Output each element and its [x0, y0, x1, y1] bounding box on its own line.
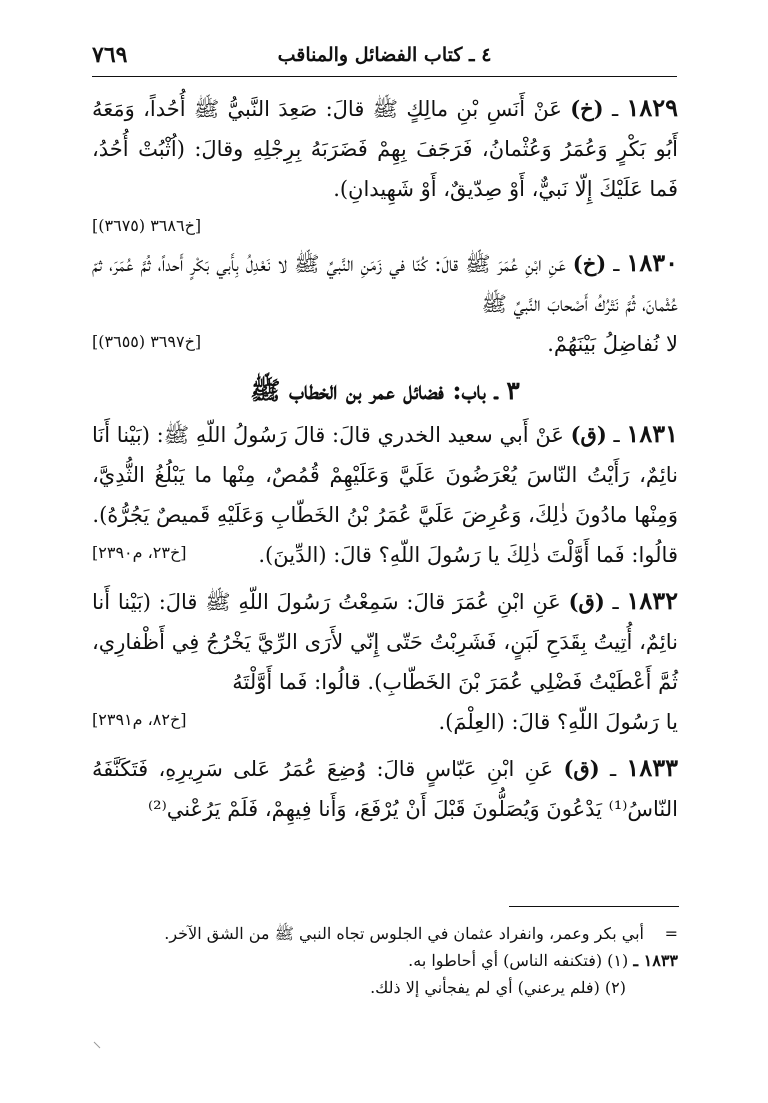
hadith-last-line: يا رَسُولَ اللّهِ؟ قالَ: (العِلْمَ). [خ٨٢، م٢٣٩١]: [92, 702, 678, 742]
hadith-reference: [خ٣٦٨٦ (٣٦٧٥)]: [92, 216, 202, 235]
hadith-tag: (ق): [568, 589, 605, 614]
hadith-text: عَنِ ابْنِ عَبّاسٍ قالَ: وُضِعَ عُمَرُ عَلى سَرِيرِهِ، فَتَكَنَّفَهُ النّاسُ⁽¹⁾ يَدْعُونَ وَيُصَلُّونَ قَبْلَ أَنْ يُرْفَعَ، وَأَنا فِيهِمْ، فَلَمْ يَرُعْني⁽²⁾: [92, 757, 678, 821]
hadith-1831: ١٨٣١ ـ (ق) عَنْ أَبي سعيد الخدري قالَ: قالَ رَسُولُ اللّهِ ﷺ: (بَيْنا أَنَا نائِمٌ، رَأَيْتُ النّاسَ يُعْرَضُونَ عَلَيَّ وَعَلَيْهِمْ قُمُصٌ، مِنْها ما يَبْلُغُ الثُّدِيَّ، وَمِنْها مادُونَ ذٰلِكَ، وَعُرِضَ عَلَيَّ عُمَرُ بْنُ الخَطّابِ وَعَلَيْهِ قَميصٌ يَجُرُّهُ).: [92, 419, 678, 527]
hadith-reference: [خ٢٣، م٢٣٩٠]: [92, 543, 187, 562]
footnote-continuation: = أبي بكر وعمر، وانفراد عثمان في الجلوس تجاه النبي ﷺ من الشق الآخر.: [164, 924, 678, 943]
hadith-reference: [خ٨٢، م٢٣٩١]: [92, 710, 187, 729]
hadith-text: عَنْ أَبي سعيد الخدري قالَ: قالَ رَسُولُ اللّهِ ﷺ: (بَيْنا أَنَا نائِمٌ، رَأَيْتُ النّاسَ يُعْرَضُونَ عَلَيَّ وَعَلَيْهِمْ قُمُصٌ، مِنْها ما يَبْلُغُ الثُّدِيَّ، وَمِنْها مادُونَ ذٰلِكَ، وَعُرِضَ عَلَيَّ عُمَرُ بْنُ الخَطّابِ وَعَلَيْهِ قَميصٌ يَجُرُّهُ).: [92, 423, 678, 527]
hadith-number: ١٨٣٣: [626, 753, 678, 782]
footnote-1: ١٨٣٣ ـ (١) (فتكنفه الناس) أي أحاطوا به.: [408, 951, 678, 970]
page-number: ٧٦٩: [92, 42, 128, 68]
hadith-text: عَنْ أَنَسِ بْنِ مالِكٍ ﷺ قالَ: صَعِدَ النَّبيُّ ﷺ أُحُداً، وَمَعَهُ أَبُو بَكْرٍ وَعُمَرُ وَعُثْمانُ، فَرَجَفَ بِهِمْ فَضَرَبَهُ بِرِجْلِهِ وقالَ: (اُثْبُتْ أُحُدُ، فَما عَلَيْكَ إِلّا نَبيٌّ، أَوْ صِدّيقٌ، أَوْ شَهِيدانِ).: [92, 97, 678, 201]
hadith-text: عَنِ ابْنِ عُمَرَ قالَ: سَمِعْتُ رَسُولَ اللّهِ ﷺ قالَ: (بَيْنا أَنا نائِمٌ، أُتِيتُ بِقَدَحِ لَبَنٍ، فَشَرِبْتُ حَتّى إِنّي لأَرَى الرِّيَّ يَخْرُجُ فِي أَظْفارِي، ثُمَّ أَعْطَيْتُ فَضْلِي عُمَرَ بْنَ الخَطّابِ). قالُوا: فَما أَوَّلْتَهُ: [92, 590, 678, 694]
hadith-number: ١٨٣١: [626, 419, 678, 448]
hadith-1833: ١٨٣٣ ـ (ق) عَنِ ابْنِ عَبّاسٍ قالَ: وُضِعَ عُمَرُ عَلى سَرِيرِهِ، فَتَكَنَّفَهُ النّاسُ⁽¹⁾ يَدْعُونَ وَيُصَلُّونَ قَبْلَ أَنْ يُرْفَعَ، وَأَنا فِيهِمْ، فَلَمْ يَرُعْني⁽²⁾: [92, 753, 678, 821]
footnote-divider: [509, 906, 679, 907]
hadith-last-line: قالُوا: فَما أَوَّلْتَ ذٰلِكَ يا رَسُولَ اللّهِ؟ قالَ: (الدِّينَ). [خ٢٣، م٢٣٩٠]: [92, 535, 678, 575]
hadith-tag: (ق): [563, 756, 600, 781]
hadith-tag: (خ): [572, 251, 607, 276]
hadith-1830: ١٨٣٠ ـ (خ) عَنِ ابْنِ عُمَرَ ﷺ قالَ: كُنّا في زَمَنِ النَّبيِّ ﷺ لا نَعْدِلُ بِأَبي بَكْرٍ أَحداً، ثُمَّ عُمَرَ، ثمّ عُثْمانَ، ثُمَّ نَتْرُكُ أَصْحابَ النَّبيِّ ﷺ: [92, 248, 678, 316]
hadith-tag: (خ): [570, 96, 604, 121]
hadith-reference: [خ٣٦٩٧ (٣٦٥٥)]: [92, 332, 202, 351]
scan-mark-icon: [92, 1040, 102, 1050]
hadith-1832: ١٨٣٢ ـ (ق) عَنِ ابْنِ عُمَرَ قالَ: سَمِعْتُ رَسُولَ اللّهِ ﷺ قالَ: (بَيْنا أَنا نائِمٌ، أُتِيتُ بِقَدَحِ لَبَنٍ، فَشَرِبْتُ حَتّى إِنّي لأَرَى الرِّيَّ يَخْرُجُ فِي أَظْفارِي، ثُمَّ أَعْطَيْتُ فَضْلِي عُمَرَ بْنَ الخَطّابِ). قالُوا: فَما أَوَّلْتَهُ: [92, 586, 679, 694]
hadith-1829: ١٨٢٩ ـ (خ) عَنْ أَنَسِ بْنِ مالِكٍ ﷺ قالَ: صَعِدَ النَّبيُّ ﷺ أُحُداً، وَمَعَهُ أَبُو بَكْرٍ وَعُمَرُ وَعُثْمانُ، فَرَجَفَ بِهِمْ فَضَرَبَهُ بِرِجْلِهِ وقالَ: (اُثْبُتْ أُحُدُ، فَما عَلَيْكَ إِلّا نَبيٌّ، أَوْ صِدّيقٌ، أَوْ شَهِيدانِ).: [92, 93, 678, 201]
page-header: [92, 40, 677, 77]
hadith-number: ١٨٣٢: [626, 586, 679, 615]
running-title: ٤ ـ كتاب الفضائل والمناقب: [277, 44, 492, 66]
chapter-heading: ٣ ـ باب: فضائل عمر بن الخطاب ﷺ: [250, 376, 520, 405]
hadith-number: ١٨٢٩: [626, 93, 678, 122]
hadith-last-line: لا نُفاضِلُ بَيْنَهُمْ. [خ٣٦٩٧ (٣٦٥٥)]: [92, 324, 678, 364]
main-text: [92, 88, 678, 829]
footnote-2: (٢) (فلم يرعني) أي لم يفجأني إلا ذلك.: [370, 978, 626, 997]
hadith-text: عَنِ ابْنِ عُمَرَ ﷺ قالَ: كُنّا في زَمَنِ النَّبيِّ ﷺ لا نَعْدِلُ بِأَبي بَكْرٍ أَحداً، ثُمَّ عُمَرَ، ثمّ عُثْمانَ، ثُمَّ نَتْرُكُ أَصْحابَ النَّبيِّ ﷺ: [92, 252, 678, 316]
footnotes: [92, 920, 678, 1001]
hadith-tag: (ق): [570, 422, 607, 447]
hadith-number: ١٨٣٠: [626, 248, 678, 277]
